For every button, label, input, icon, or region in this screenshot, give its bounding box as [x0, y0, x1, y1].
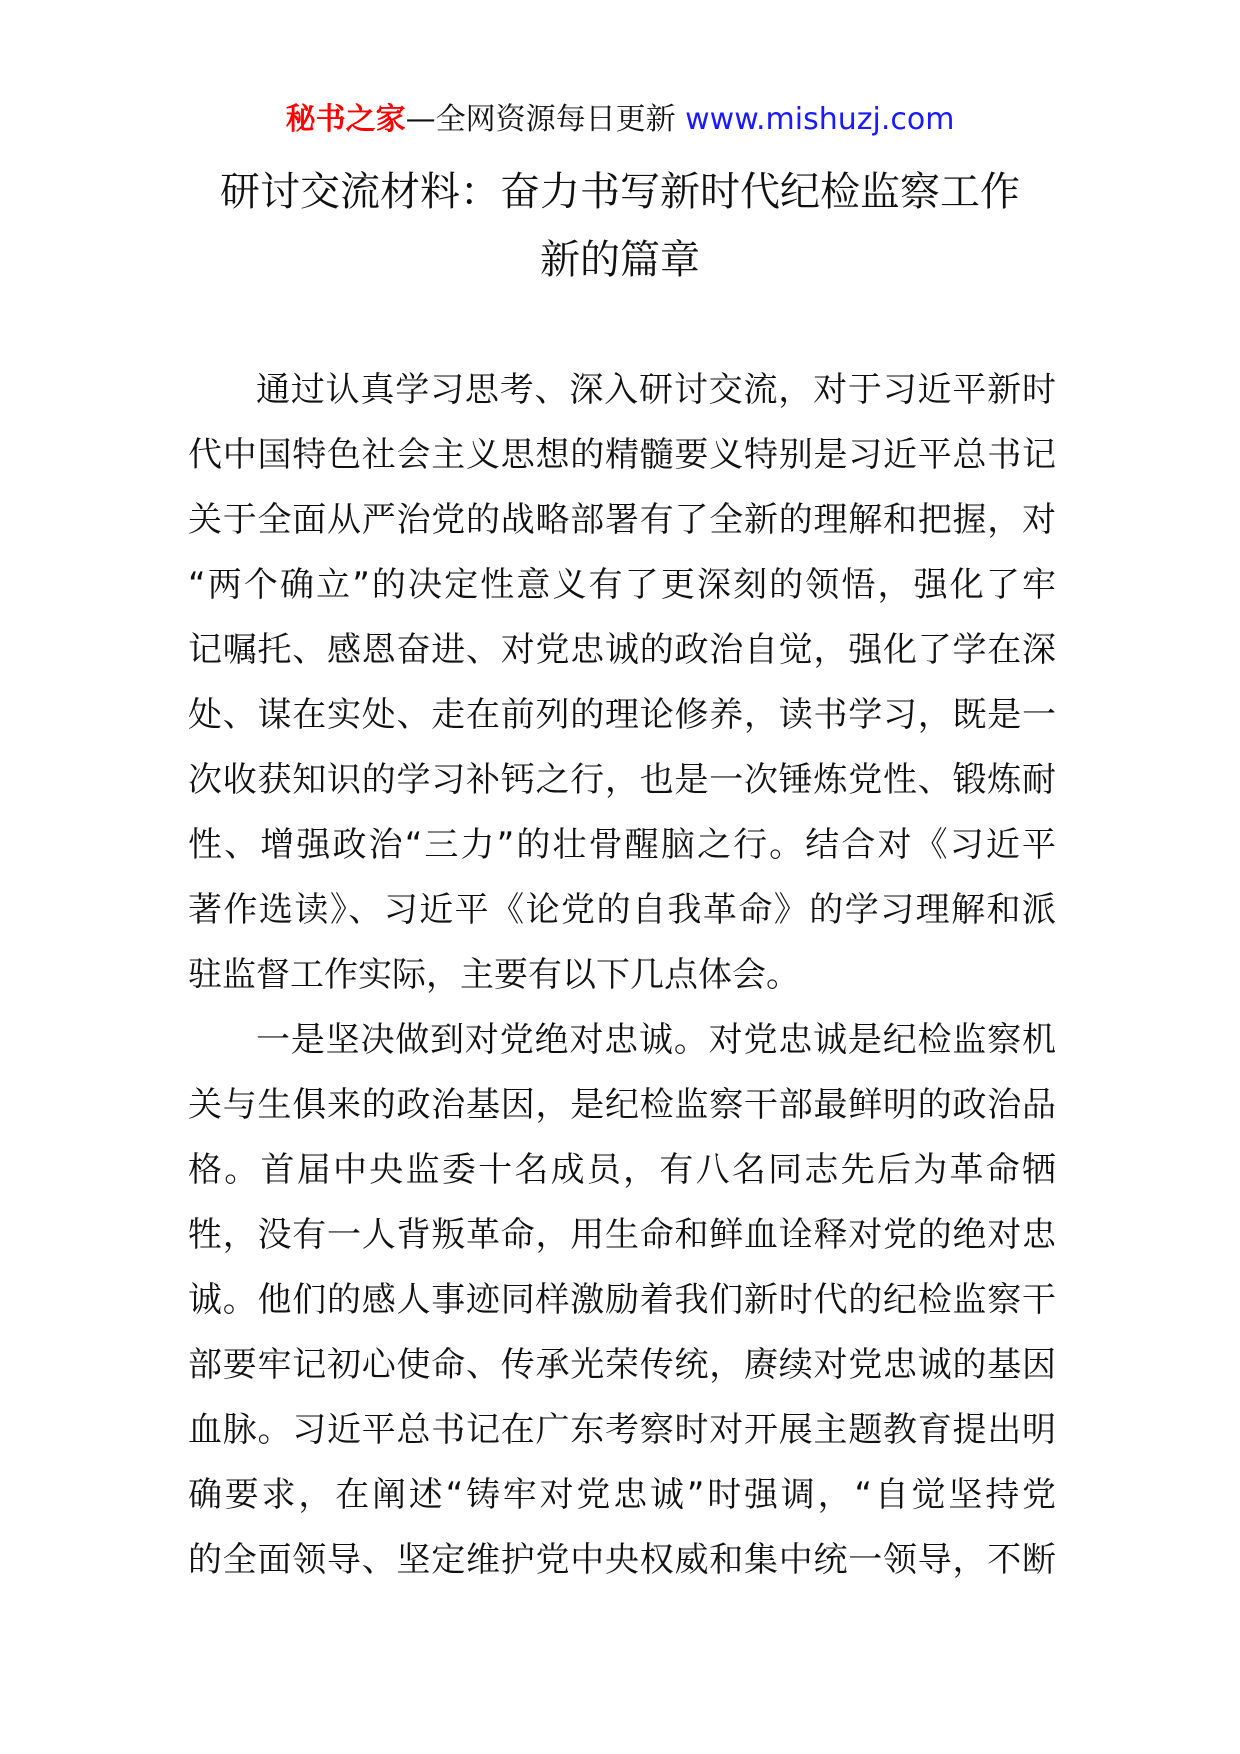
paragraph-line: 性、增强政治“三力”的壮骨醒脑之行。结合对《习近平 — [188, 825, 1056, 865]
paragraph-intro — [188, 358, 1056, 1008]
site-tagline: —全网资源每日更新 — [405, 102, 676, 137]
paragraph-line: 通过认真学习思考、深入研讨交流，对于习近平新时 — [256, 370, 1056, 410]
paragraph-line: 代中国特色社会主义思想的精髓要义特别是习近平总书记 — [188, 435, 1056, 475]
paragraph-line: 关与生俱来的政治基因，是纪检监察干部最鲜明的政治品 — [188, 1085, 1056, 1125]
paragraph-line: 一是坚决做到对党绝对忠诚。对党忠诚是纪检监察机 — [256, 1020, 1056, 1060]
paragraph-line: 记嘱托、感恩奋进、对党忠诚的政治自觉，强化了学在深 — [188, 630, 1056, 670]
paragraph-line: 驻监督工作实际，主要有以下几点体会。 — [188, 955, 800, 995]
paragraph-line: 著作选读》、习近平《论党的自我革命》的学习理解和派 — [188, 890, 1056, 930]
paragraph-line: 部要牢记初心使命、传承光荣传统，赓续对党忠诚的基因 — [188, 1345, 1056, 1385]
site-url-link[interactable]: www.mishuzj.com — [685, 102, 955, 137]
document-body — [188, 358, 1056, 1593]
paragraph-line: 确要求，在阐述“铸牢对党忠诚”时强调，“自觉坚持党 — [188, 1475, 1056, 1515]
paragraph-line: 血脉。习近平总书记在广东考察时对开展主题教育提出明 — [188, 1410, 1056, 1450]
title-line: 研讨交流材料：奋力书写新时代纪检监察工作 — [220, 169, 1020, 215]
paragraph-line: 处、谋在实处、走在前列的理论修养，读书学习，既是一 — [188, 695, 1056, 735]
paragraph-line: “两个确立”的决定性意义有了更深刻的领悟，强化了牢 — [188, 565, 1056, 605]
paragraph-line: 格。首届中央监委十名成员，有八名同志先后为革命牺 — [188, 1150, 1056, 1190]
paragraph-line: 牲，没有一人背叛革命，用生命和鲜血诠释对党的绝对忠 — [188, 1215, 1056, 1255]
site-brand: 秘书之家 — [285, 102, 406, 137]
document-title — [180, 158, 1060, 294]
paragraph-line: 关于全面从严治党的战略部署有了全新的理解和把握，对 — [188, 500, 1056, 540]
watermark-header — [0, 98, 1240, 142]
paragraph-line: 的全面领导、坚定维护党中央权威和集中统一领导，不断 — [188, 1540, 1056, 1580]
title-line: 新的篇章 — [540, 237, 700, 283]
paragraph-line: 诚。他们的感人事迹同样激励着我们新时代的纪检监察干 — [188, 1280, 1056, 1320]
paragraph-line: 次收获知识的学习补钙之行，也是一次锤炼党性、锻炼耐 — [188, 760, 1056, 800]
paragraph-loyalty — [188, 1008, 1056, 1593]
